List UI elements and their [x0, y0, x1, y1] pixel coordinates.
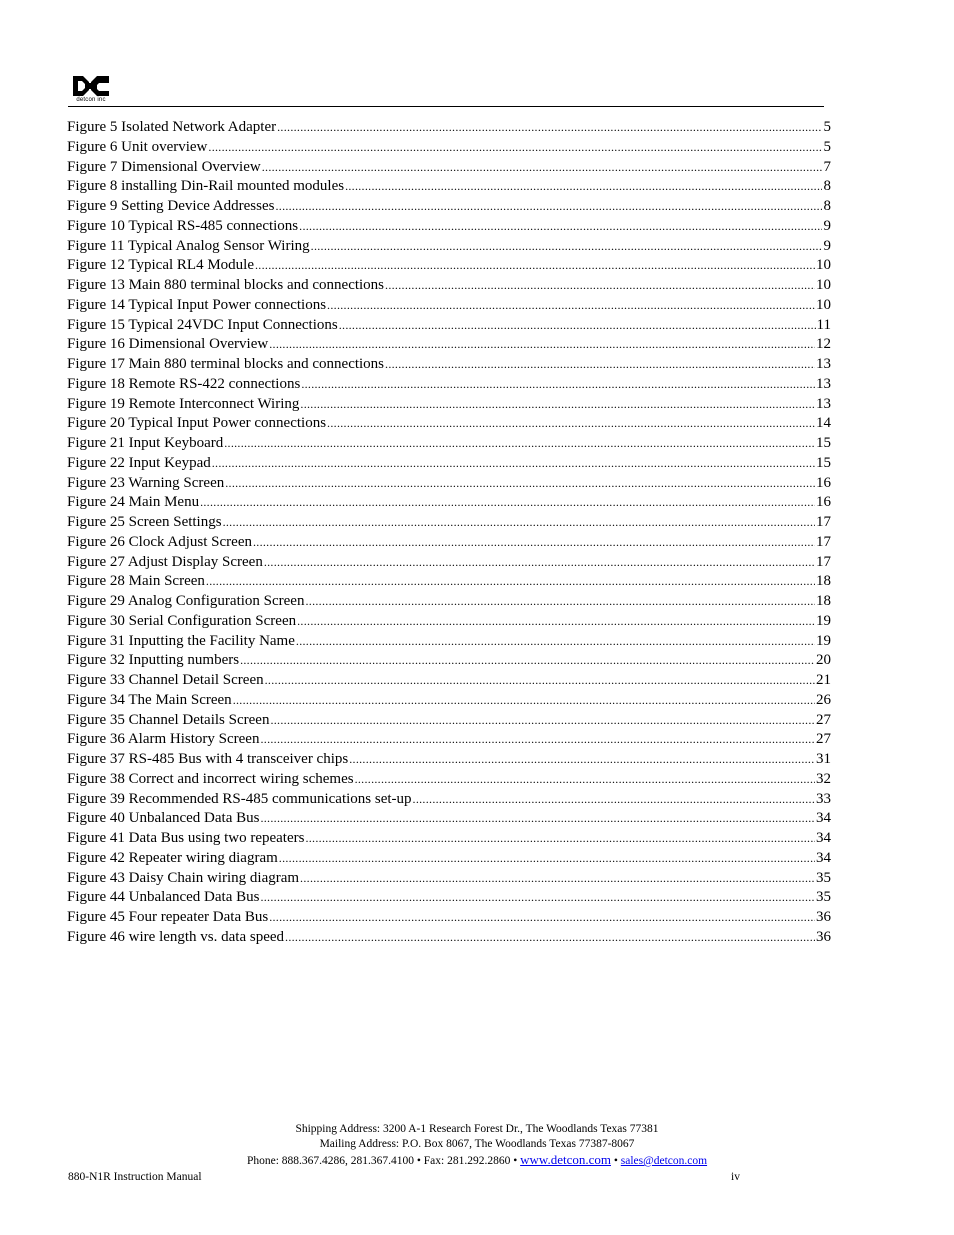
dot-leader: [300, 869, 815, 889]
header-rule: [68, 106, 824, 107]
toc-entry[interactable]: [67, 928, 831, 948]
toc-entry-label: Figure 44 Unbalanced Data Bus: [67, 889, 260, 906]
dot-leader: [253, 533, 815, 553]
toc-entry-page: 17: [816, 553, 831, 570]
toc-entry-label: Figure 31 Inputting the Facility Name: [67, 632, 295, 649]
dot-leader: [345, 177, 822, 197]
toc-entry-label: Figure 18 Remote RS-422 connections: [67, 375, 301, 392]
toc-entry-label: Figure 24 Main Menu: [67, 494, 200, 511]
toc-entry[interactable]: [67, 632, 831, 652]
dot-leader: [413, 790, 815, 810]
toc-entry-label: Figure 36 Alarm History Screen: [67, 731, 260, 748]
toc-entry[interactable]: [67, 750, 831, 770]
dot-leader: [206, 572, 815, 592]
dot-leader: [208, 138, 822, 158]
toc-entry-page: 18: [816, 573, 831, 590]
toc-entry-label: Figure 37 RS-485 Bus with 4 transceiver chips: [67, 751, 349, 767]
detcon-logo-mark: [70, 74, 112, 98]
toc-entry-page: 9: [823, 217, 831, 234]
toc-entry-label: Figure 10 Typical RS-485 connections: [67, 217, 299, 234]
toc-entry-page: 27: [816, 731, 831, 748]
toc-entry-label: Figure 25 Screen Settings: [67, 514, 222, 530]
toc-entry-page: 34: [816, 810, 831, 827]
toc-entry-page: 7: [823, 158, 831, 175]
dot-leader: [385, 355, 815, 375]
toc-entry[interactable]: [67, 395, 831, 415]
dot-leader: [224, 434, 815, 454]
toc-entry-page: 34: [816, 830, 831, 846]
dot-leader: [240, 651, 815, 671]
dot-leader: [305, 592, 815, 612]
toc-entry-label: Figure 28 Main Screen: [67, 573, 205, 590]
toc-entry[interactable]: [67, 730, 831, 750]
toc-entry-page: 34: [816, 849, 831, 866]
toc-entry-label: Figure 12 Typical RL4 Module: [67, 257, 254, 274]
toc-entry[interactable]: [67, 651, 831, 671]
toc-entry-label: Figure 14 Typical Input Power connections: [67, 296, 327, 313]
toc-entry[interactable]: [67, 849, 831, 869]
toc-entry-label: Figure 8 installing Din-Rail mounted modules: [67, 178, 345, 195]
toc-entry[interactable]: [67, 316, 831, 336]
shipping-address: Shipping Address: 3200 A-1 Research Forest Dr., The Woodlands Texas 77381: [295, 1123, 659, 1135]
toc-entry-label: Figure 5 Isolated Network Adapter: [67, 119, 277, 135]
toc-entry-page: 8: [823, 178, 831, 195]
toc-entry-label: Figure 33 Channel Detail Screen: [67, 672, 264, 688]
separator: •: [613, 1155, 618, 1167]
dot-leader: [260, 888, 815, 908]
toc-entry[interactable]: [67, 908, 831, 928]
dot-leader: [255, 256, 815, 276]
toc-entry[interactable]: [67, 691, 831, 711]
toc-entry-label: Figure 13 Main 880 terminal blocks and connections: [67, 277, 385, 293]
toc-entry-label: Figure 26 Clock Adjust Screen: [67, 533, 252, 550]
dot-leader: [262, 158, 822, 178]
toc-entry[interactable]: [67, 790, 831, 810]
toc-entry-page: 27: [816, 711, 831, 728]
toc-entry[interactable]: [67, 256, 831, 276]
toc-entry-label: Figure 41 Data Bus using two repeaters: [67, 830, 305, 846]
toc-entry[interactable]: [67, 612, 831, 632]
logo-caption: detcon inc: [76, 97, 106, 103]
toc-entry[interactable]: [67, 770, 831, 790]
toc-entry[interactable]: [67, 276, 831, 296]
toc-entry[interactable]: [67, 138, 831, 158]
toc-entry-page: 13: [816, 356, 831, 372]
toc-entry[interactable]: [67, 158, 831, 178]
toc-entry-page: 15: [816, 435, 831, 451]
dot-leader: [269, 908, 815, 928]
toc-entry[interactable]: [67, 533, 831, 553]
toc-entry-page: 18: [816, 593, 831, 609]
toc-entry-label: Figure 20 Typical Input Power connections: [67, 415, 327, 432]
toc-entry-page: 20: [816, 652, 831, 669]
toc-entry[interactable]: [67, 493, 831, 513]
toc-entry-page: 10: [816, 257, 831, 274]
toc-entry-label: Figure 45 Four repeater Data Bus: [67, 909, 269, 925]
toc-entry[interactable]: [67, 592, 831, 612]
dot-leader: [260, 809, 815, 829]
email-link[interactable]: sales@detcon.com: [620, 1155, 708, 1167]
toc-entry[interactable]: [67, 513, 831, 533]
dot-leader: [265, 671, 815, 691]
toc-entry-page: 32: [816, 770, 831, 787]
toc-entry[interactable]: [67, 572, 831, 592]
toc-entry-page: 5: [823, 138, 831, 155]
toc-entry-label: Figure 29 Analog Configuration Screen: [67, 593, 305, 609]
toc-entry-page: 16: [816, 474, 831, 491]
toc-entry-page: 12: [816, 336, 831, 353]
toc-entry-label: Figure 19 Remote Interconnect Wiring: [67, 395, 300, 412]
toc-entry-page: 9: [823, 237, 831, 254]
toc-entry[interactable]: [67, 434, 831, 454]
mailing-address: Mailing Address: P.O. Box 8067, The Woodlands Texas 77387-8067: [319, 1138, 635, 1150]
dot-leader: [277, 118, 822, 138]
toc-entry-label: Figure 35 Channel Details Screen: [67, 711, 270, 728]
toc-entry[interactable]: [67, 829, 831, 849]
toc-entry-page: 8: [823, 198, 831, 214]
dot-leader: [285, 928, 815, 948]
toc-entry-label: Figure 40 Unbalanced Data Bus: [67, 810, 260, 827]
toc-entry-page: 35: [816, 869, 831, 886]
toc-entry-page: 10: [816, 296, 831, 313]
toc-entry-page: 16: [816, 494, 831, 511]
toc-entry-page: 15: [816, 454, 831, 471]
dot-leader: [297, 612, 815, 632]
toc-entry-page: 19: [816, 632, 831, 649]
page-number: iv: [731, 1171, 740, 1183]
toc-entry-page: 26: [816, 691, 831, 708]
toc-entry[interactable]: [67, 335, 831, 355]
dot-leader: [200, 493, 815, 513]
dot-leader: [327, 414, 815, 434]
dot-leader: [270, 711, 815, 731]
toc-entry-page: 17: [816, 533, 831, 550]
dot-leader: [300, 395, 815, 415]
toc-entry-page: 11: [816, 316, 831, 333]
phone-fax: Phone: 888.367.4286, 281.367.4100 • Fax: 281.292.2860 •: [246, 1155, 518, 1167]
toc-entry[interactable]: [67, 888, 831, 908]
toc-entry[interactable]: [67, 711, 831, 731]
toc-entry[interactable]: [67, 177, 831, 197]
toc-entry-label: Figure 16 Dimensional Overview: [67, 336, 269, 353]
toc-entry[interactable]: [67, 454, 831, 474]
toc-entry-label: Figure 39 Recommended RS-485 communications set-up: [67, 790, 412, 807]
dot-leader: [385, 276, 815, 296]
dot-leader: [339, 316, 816, 336]
website-link[interactable]: www.detcon.com: [520, 1152, 611, 1167]
dot-leader: [279, 849, 815, 869]
toc-entry-label: Figure 9 Setting Device Addresses: [67, 198, 275, 214]
toc-entry[interactable]: [67, 217, 831, 237]
toc-entry-page: 5: [823, 119, 831, 135]
dot-leader: [301, 375, 815, 395]
toc-entry-page: 14: [816, 415, 831, 432]
toc-entry-page: 13: [816, 375, 831, 392]
toc-entry-label: Figure 21 Input Keyboard: [67, 435, 224, 451]
toc-entry-label: Figure 22 Input Keypad: [67, 454, 211, 471]
dot-leader: [260, 730, 815, 750]
toc-entry-page: 17: [816, 514, 831, 530]
toc-entry-page: 10: [816, 277, 831, 293]
dot-leader: [275, 197, 822, 217]
toc-entry-label: Figure 43 Daisy Chain wiring diagram: [67, 869, 300, 886]
dot-leader: [212, 454, 815, 474]
toc-entry-label: Figure 38 Correct and incorrect wiring schemes: [67, 770, 354, 787]
toc-entry-label: Figure 34 The Main Screen: [67, 691, 232, 708]
footer-address-block: [0, 1122, 954, 1169]
toc-entry[interactable]: [67, 553, 831, 573]
toc-entry-label: Figure 27 Adjust Display Screen: [67, 553, 263, 570]
dot-leader: [327, 296, 815, 316]
toc-entry-label: Figure 6 Unit overview: [67, 138, 208, 155]
toc-entry-page: 19: [816, 612, 831, 629]
dot-leader: [223, 513, 815, 533]
toc-entry[interactable]: [67, 237, 831, 257]
toc-entry-page: 33: [816, 790, 831, 807]
toc-entry-label: Figure 46 wire length vs. data speed: [67, 928, 285, 945]
dot-leader: [299, 217, 822, 237]
toc-entry-label: Figure 7 Dimensional Overview: [67, 158, 261, 175]
dot-leader: [269, 335, 815, 355]
dot-leader: [225, 474, 815, 494]
toc-entry[interactable]: [67, 809, 831, 829]
contact-line: [0, 1152, 954, 1169]
dot-leader: [233, 691, 815, 711]
toc-entry-label: Figure 17 Main 880 terminal blocks and connections: [67, 356, 385, 372]
document-name: 880-N1R Instruction Manual: [68, 1171, 202, 1183]
toc-entry-page: 35: [816, 889, 831, 906]
toc-entry-page: 13: [816, 395, 831, 412]
toc-entry-label: Figure 30 Serial Configuration Screen: [67, 612, 297, 629]
toc-entry[interactable]: [67, 197, 831, 217]
toc-entry-page: 31: [816, 751, 831, 767]
toc-entry[interactable]: [67, 671, 831, 691]
toc-entry[interactable]: [67, 296, 831, 316]
toc-entry-label: Figure 15 Typical 24VDC Input Connections: [67, 316, 338, 333]
dot-leader: [311, 237, 822, 257]
dot-leader: [305, 829, 815, 849]
dot-leader: [355, 770, 815, 790]
toc-entry-label: Figure 42 Repeater wiring diagram: [67, 849, 278, 866]
dot-leader: [296, 632, 815, 652]
toc-entry[interactable]: [67, 118, 831, 138]
toc-entry-page: 36: [816, 909, 831, 925]
toc-entry-label: Figure 11 Typical Analog Sensor Wiring: [67, 237, 310, 254]
toc-entry[interactable]: [67, 869, 831, 889]
toc-entry-label: Figure 23 Warning Screen: [67, 474, 225, 491]
toc-entry-label: Figure 32 Inputting numbers: [67, 652, 240, 669]
dot-leader: [264, 553, 815, 573]
table-of-figures: [67, 118, 831, 948]
detcon-logo: [70, 74, 112, 106]
toc-entry[interactable]: [67, 355, 831, 375]
toc-entry-page: 36: [816, 928, 831, 945]
toc-entry[interactable]: [67, 375, 831, 395]
toc-entry-page: 21: [816, 672, 831, 688]
dot-leader: [349, 750, 815, 770]
toc-entry[interactable]: [67, 474, 831, 494]
toc-entry[interactable]: [67, 414, 831, 434]
